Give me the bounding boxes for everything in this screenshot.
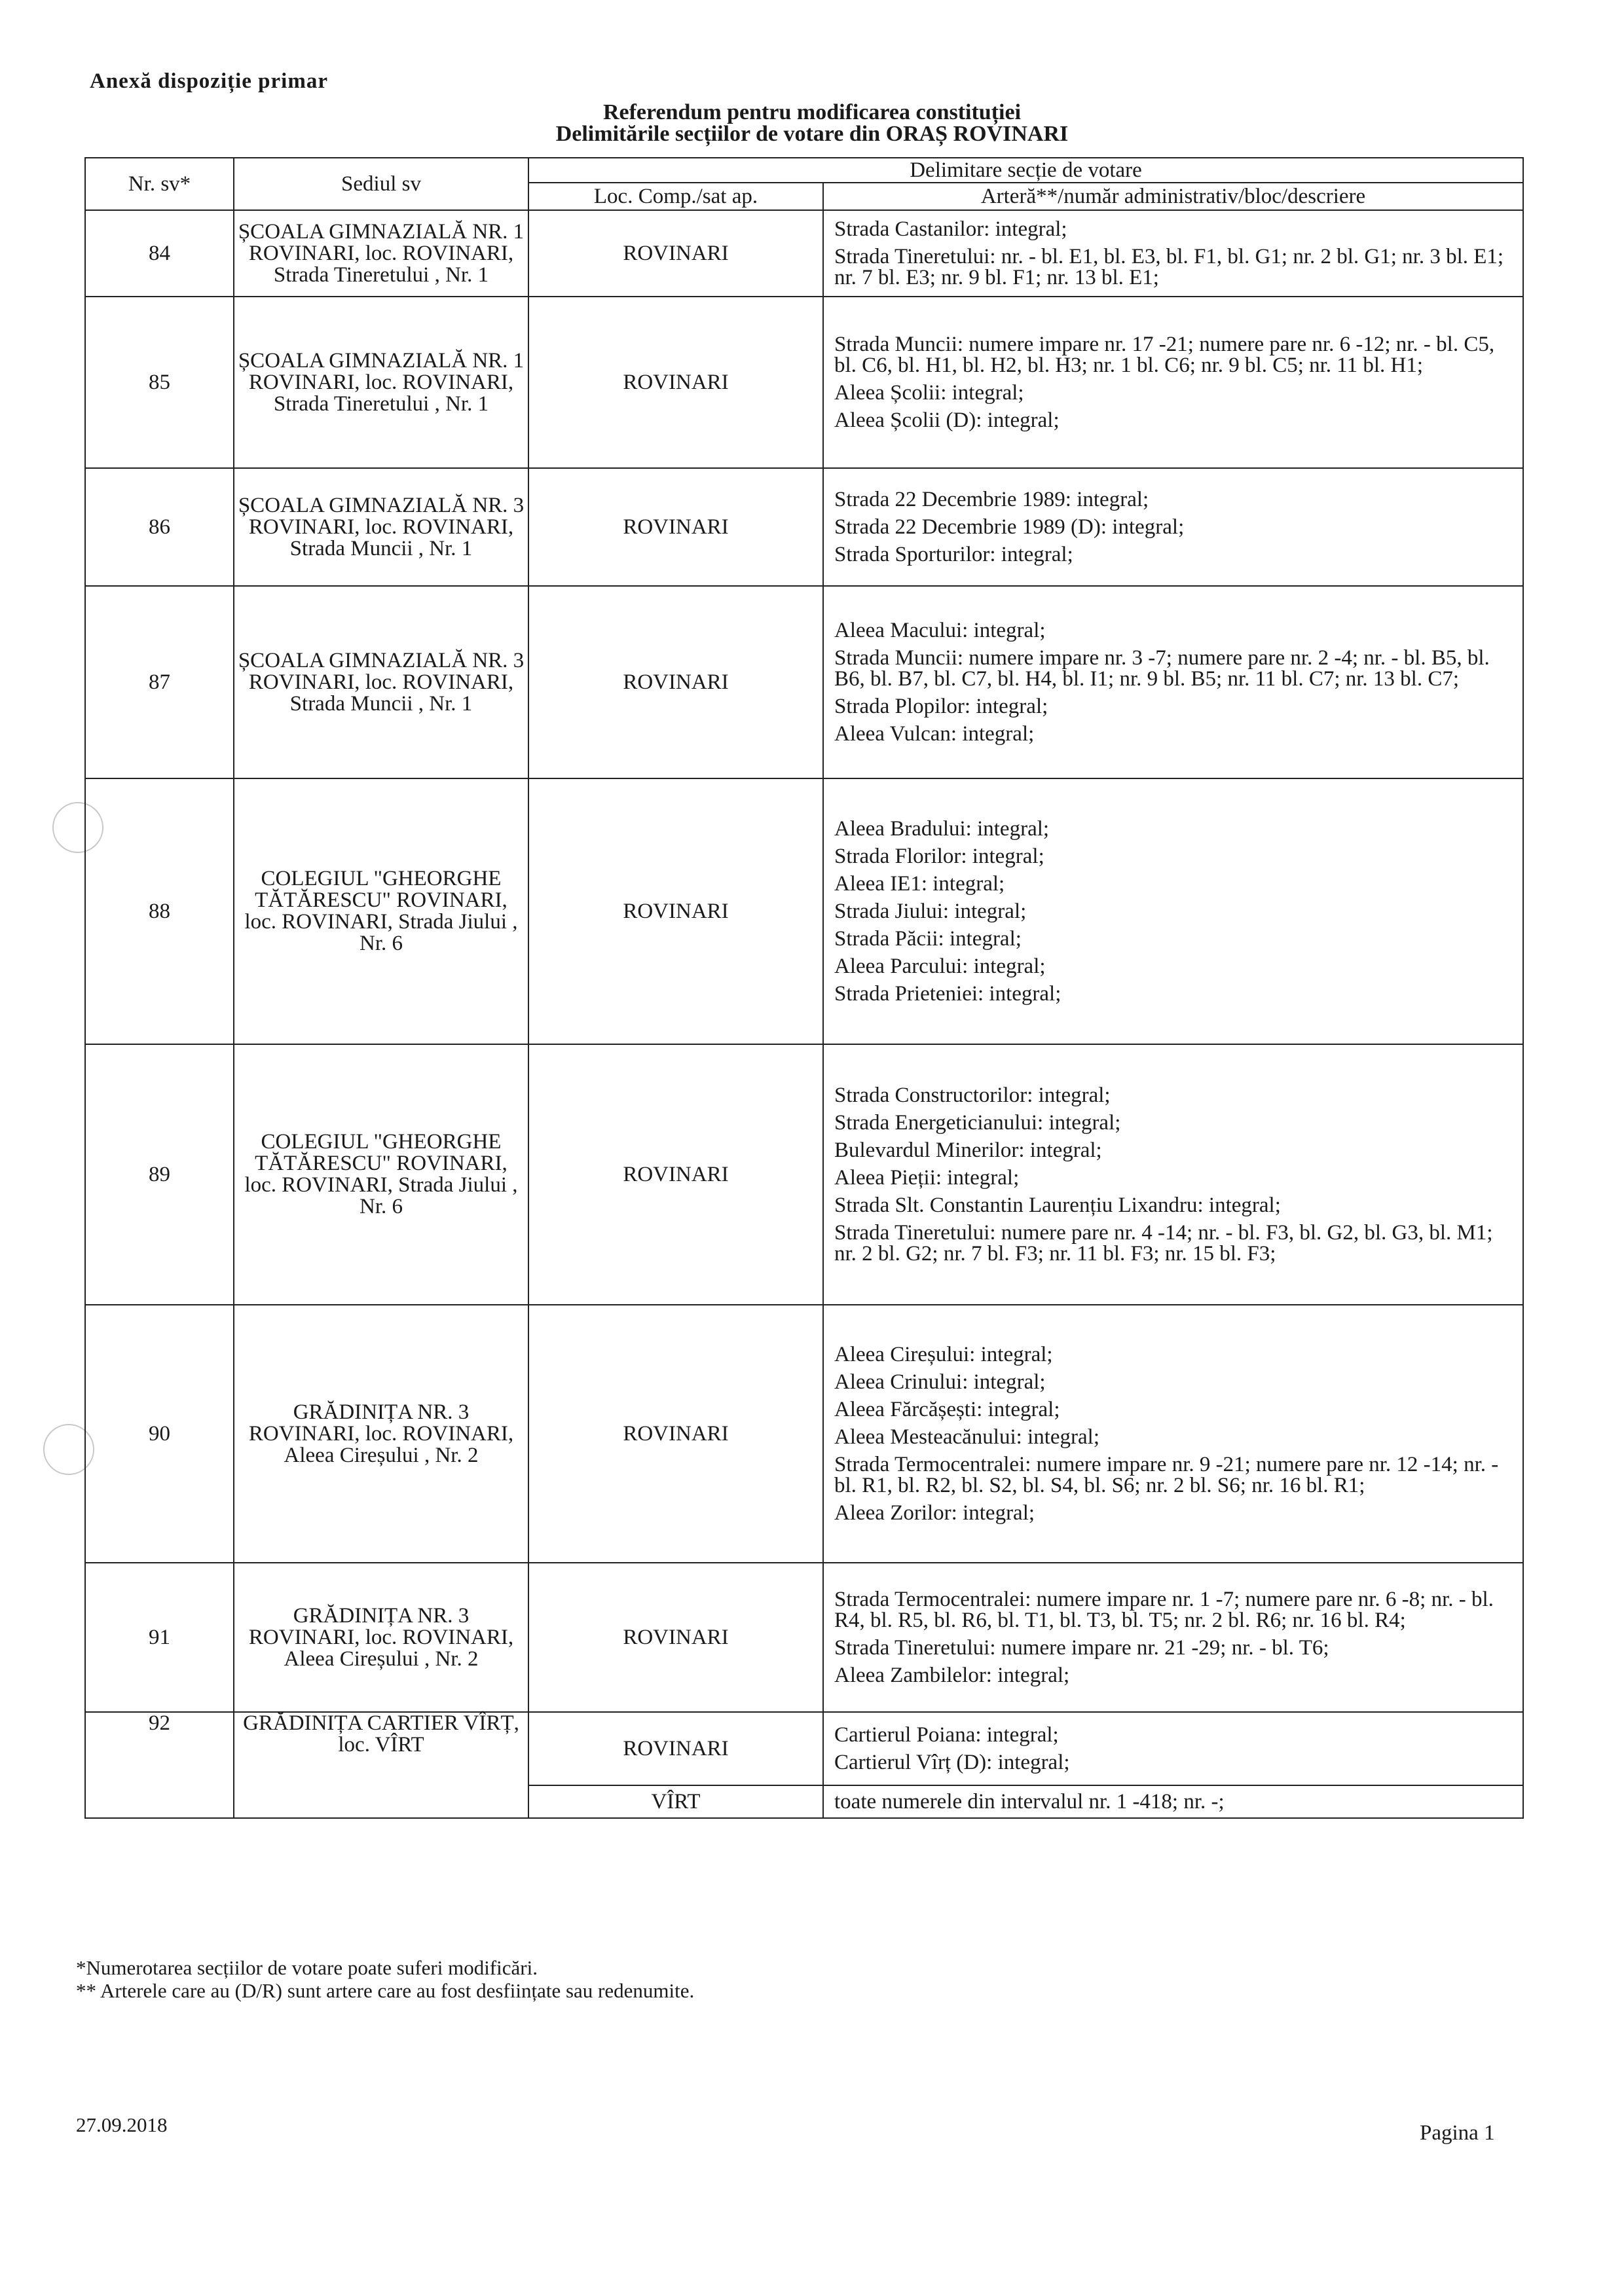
page-number: Pagina 1 <box>1420 2121 1495 2145</box>
table-row <box>85 297 1523 468</box>
document-title: Referendum pentru modificarea constituției <box>602 100 1022 124</box>
header-loc: Loc. Comp./sat ap. <box>528 183 823 210</box>
table-row <box>85 468 1523 586</box>
artera-line: Aleea Școlii (D): integral; <box>834 409 1060 432</box>
table-row <box>85 1712 1523 1785</box>
cell-artere <box>823 1305 1523 1563</box>
artera-line: Aleea Crinului: integral; <box>834 1370 1046 1394</box>
table-row <box>85 586 1523 778</box>
artera-line: Bulevardul Minerilor: integral; <box>834 1139 1102 1162</box>
artera-line: Aleea Macului: integral; <box>834 619 1046 642</box>
cell-sediu: ȘCOALA GIMNAZIALĂ NR. 3 ROVINARI, loc. ROVINARI, Strada Muncii , Nr. 1 <box>234 468 528 586</box>
artera-line: Strada Plopilor: integral; <box>834 695 1048 718</box>
table-header-row <box>85 158 1523 183</box>
cell-nr: 86 <box>85 468 234 586</box>
artera-line: Strada 22 Decembrie 1989: integral; <box>834 488 1149 511</box>
document-subtitle: Delimitările secțiilor de votare din ORAȘ ROVINARI <box>555 122 1069 146</box>
cell-nr: 85 <box>85 297 234 468</box>
cell-loc: ROVINARI <box>528 297 823 468</box>
artera-line: Strada Termocentralei: numere impare nr. 9 -21; numere pare nr. 12 -14; nr. - bl. R1, bl. R2, bl. S2, bl. S4, bl. S6; nr. 2 bl. S6; nr. 16 bl. R1; <box>834 1453 1499 1497</box>
artera-line: Strada Sporturilor: integral; <box>834 543 1073 566</box>
cell-loc: ROVINARI <box>528 468 823 586</box>
header-artera: Arteră**/număr administrativ/bloc/descriere <box>823 183 1523 210</box>
artera-line: Aleea Zambilelor: integral; <box>834 1664 1070 1687</box>
delimitation-table <box>84 157 1524 1819</box>
artera-line: Aleea IE1: integral; <box>834 872 1005 896</box>
cell-artere <box>823 778 1523 1044</box>
cell-loc: ROVINARI <box>528 778 823 1044</box>
cell-nr: 92 <box>85 1712 234 1818</box>
cell-sediu: GRĂDINIȚA CARTIER VÎRȚ, loc. VÎRT <box>234 1712 528 1818</box>
artera-line: Cartierul Poiana: integral; <box>834 1723 1059 1747</box>
footnote-numbering: *Numerotarea secțiilor de votare poate suferi modificări. <box>76 1956 538 1979</box>
artera-line: Strada Jiului: integral; <box>834 900 1027 923</box>
table-row <box>85 1305 1523 1563</box>
artera-line: Cartierul Vîrț (D): integral; <box>834 1751 1070 1774</box>
artera-line: Strada Tineretului: numere impare nr. 21 -29; nr. - bl. T6; <box>834 1636 1329 1660</box>
artera-line: Strada Păcii: integral; <box>834 927 1022 951</box>
cell-loc: ROVINARI <box>528 586 823 778</box>
artera-line: Aleea Bradului: integral; <box>834 817 1050 841</box>
artera-line: Aleea Parcului: integral; <box>834 955 1046 978</box>
artera-line: Strada Termocentralei: numere impare nr. 1 -7; numere pare nr. 6 -8; nr. - bl. R4, bl. R5, bl. R6, bl. T1, bl. T3, bl. T5; nr. 2 bl. R6; nr. 16 bl. R4; <box>834 1588 1494 1632</box>
cell-nr: 89 <box>85 1044 234 1305</box>
artera-line: Strada Prieteniei: integral; <box>834 982 1061 1006</box>
cell-artere <box>823 1044 1523 1305</box>
artera-line: Strada Tineretului: nr. - bl. E1, bl. E3, bl. F1, bl. G1; nr. 2 bl. G1; nr. 3 bl. E1; nr. 7 bl. E3; nr. 9 bl. F1; nr. 13 bl. E1; <box>834 245 1504 289</box>
document-date: 27.09.2018 <box>76 2113 168 2136</box>
artera-line: Aleea Vulcan: integral; <box>834 722 1035 746</box>
cell-artere: toate numerele din intervalul nr. 1 -418; nr. -; <box>823 1785 1523 1818</box>
artera-line: Strada Tineretului: numere pare nr. 4 -14; nr. - bl. F3, bl. G2, bl. G3, bl. M1; nr. 2 bl. G2; nr. 7 bl. F3; nr. 11 bl. F3; nr. 15 bl. F3; <box>834 1221 1493 1266</box>
table-row <box>85 1044 1523 1305</box>
table-row <box>85 1563 1523 1712</box>
cell-artere <box>823 1563 1523 1712</box>
cell-nr: 87 <box>85 586 234 778</box>
cell-nr: 88 <box>85 778 234 1044</box>
cell-loc: ROVINARI <box>528 1563 823 1712</box>
artera-line: Strada Muncii: numere impare nr. 3 -7; numere pare nr. 2 -4; nr. - bl. B5, bl. B6, bl. B7, bl. C7, bl. H4, bl. I1; nr. 9 bl. B5; nr. 11 bl. C7; nr. 13 bl. C7; <box>834 646 1490 691</box>
cell-artere <box>823 468 1523 586</box>
artera-line: Aleea Cireșului: integral; <box>834 1343 1053 1366</box>
header-sediu: Sediul sv <box>234 158 528 210</box>
cell-artere <box>823 297 1523 468</box>
artera-line: Aleea Mesteacănului: integral; <box>834 1425 1099 1449</box>
cell-loc: ROVINARI <box>528 1305 823 1563</box>
cell-artere <box>823 586 1523 778</box>
cell-sediu: ȘCOALA GIMNAZIALĂ NR. 3 ROVINARI, loc. ROVINARI, Strada Muncii , Nr. 1 <box>234 586 528 778</box>
artera-line: Strada Muncii: numere impare nr. 17 -21; numere pare nr. 6 -12; nr. - bl. C5, bl. C6, bl. H1, bl. H2, bl. H3; nr. 1 bl. C6; nr. 9 bl. C5; nr. 11 bl. H1; <box>834 333 1495 377</box>
artera-line: Aleea Școlii: integral; <box>834 381 1024 405</box>
annex-label: Anexă dispoziție primar <box>90 69 328 93</box>
cell-sediu: ȘCOALA GIMNAZIALĂ NR. 1 ROVINARI, loc. ROVINARI, Strada Tineretului , Nr. 1 <box>234 210 528 297</box>
artera-line: Strada Florilor: integral; <box>834 845 1044 868</box>
cell-artere <box>823 1712 1523 1785</box>
cell-loc: VÎRT <box>528 1785 823 1818</box>
table-row <box>85 210 1523 297</box>
artera-line: Aleea Fărcășești: integral; <box>834 1398 1060 1421</box>
cell-nr: 91 <box>85 1563 234 1712</box>
cell-nr: 90 <box>85 1305 234 1563</box>
artera-line: Aleea Zorilor: integral; <box>834 1501 1035 1525</box>
artera-line: Strada Slt. Constantin Laurențiu Lixandru: integral; <box>834 1194 1281 1217</box>
cell-loc: ROVINARI <box>528 210 823 297</box>
cell-sediu: COLEGIUL "GHEORGHE TĂTĂRESCU" ROVINARI, loc. ROVINARI, Strada Jiului , Nr. 6 <box>234 778 528 1044</box>
artera-line: Strada 22 Decembrie 1989 (D): integral; <box>834 515 1185 539</box>
cell-loc: ROVINARI <box>528 1044 823 1305</box>
header-delimitare: Delimitare secție de votare <box>528 158 1523 183</box>
artera-line: Aleea Pieții: integral; <box>834 1166 1020 1190</box>
artera-line: Strada Energeticianului: integral; <box>834 1111 1121 1135</box>
cell-loc: ROVINARI <box>528 1712 823 1785</box>
header-nr: Nr. sv* <box>85 158 234 210</box>
cell-nr: 84 <box>85 210 234 297</box>
table-row <box>85 778 1523 1044</box>
cell-sediu: GRĂDINIȚA NR. 3 ROVINARI, loc. ROVINARI, Aleea Cireșului , Nr. 2 <box>234 1305 528 1563</box>
artera-line: Strada Castanilor: integral; <box>834 217 1067 241</box>
footnote-arteries: ** Arterele care au (D/R) sunt artere care au fost desființate sau redenumite. <box>76 1979 695 2002</box>
cell-artere <box>823 210 1523 297</box>
artera-line: Strada Constructorilor: integral; <box>834 1084 1111 1107</box>
cell-sediu: COLEGIUL "GHEORGHE TĂTĂRESCU" ROVINARI, loc. ROVINARI, Strada Jiului , Nr. 6 <box>234 1044 528 1305</box>
cell-sediu: ȘCOALA GIMNAZIALĂ NR. 1 ROVINARI, loc. ROVINARI, Strada Tineretului , Nr. 1 <box>234 297 528 468</box>
cell-sediu: GRĂDINIȚA NR. 3 ROVINARI, loc. ROVINARI, Aleea Cireșului , Nr. 2 <box>234 1563 528 1712</box>
